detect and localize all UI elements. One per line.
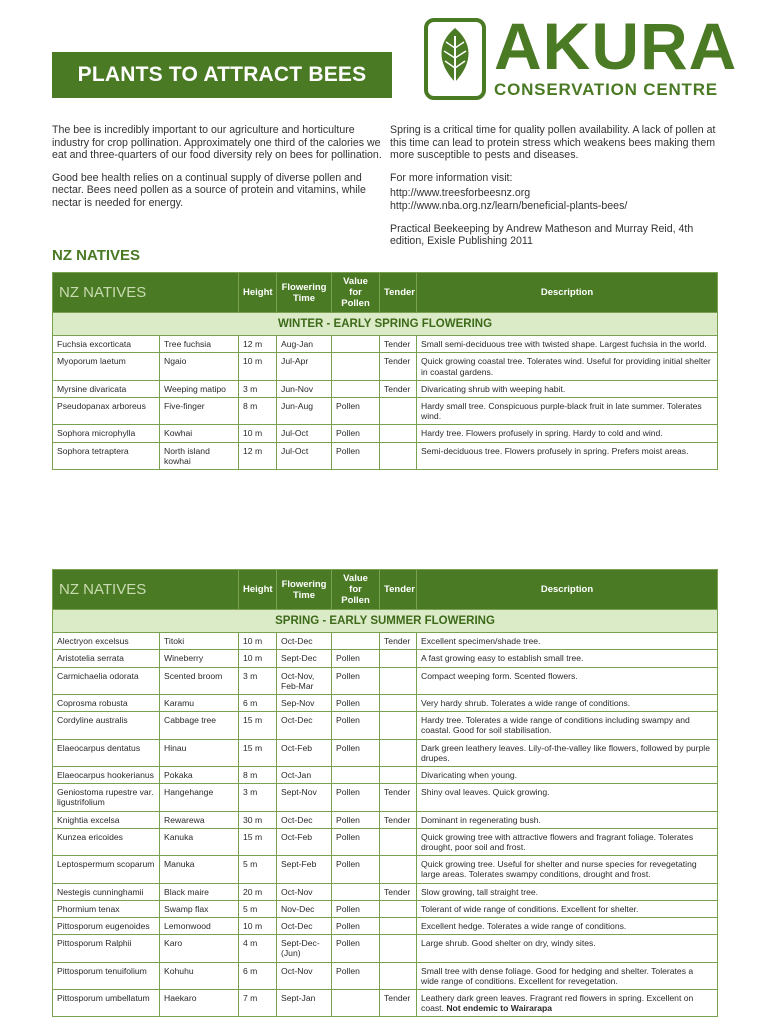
cell-common-name: Five-finger (160, 398, 239, 425)
cell-common-name: Manuka (160, 856, 239, 883)
cell-latin-name: Elaeocarpus hookerianus (53, 767, 160, 784)
cell-pollen: Pollen (332, 856, 380, 883)
table-header (53, 273, 718, 313)
cell-height: 12 m (239, 336, 277, 353)
logo-subtitle: CONSERVATION CENTRE (494, 80, 718, 99)
cell-description (417, 425, 718, 442)
intro-paragraph: Spring is a critical time for quality pollen availability. A lack of pollen at this time can lead to protein stress which weakens bees making them more susceptible to pests and diseases. (390, 124, 716, 162)
cell-description (417, 739, 718, 766)
cell-tender (380, 425, 417, 442)
description-text: Hardy small tree. Conspicuous purple-black fruit in late summer. Tolerates wind. (421, 401, 702, 422)
cell-height: 10 m (239, 918, 277, 935)
table-row (53, 767, 718, 784)
cell-tender (380, 828, 417, 855)
cell-description (417, 398, 718, 425)
cell-pollen (332, 380, 380, 397)
cell-description (417, 442, 718, 469)
cell-latin-name: Pittosporum eugenoides (53, 918, 160, 935)
cell-common-name: Tree fuchsia (160, 336, 239, 353)
cell-latin-name: Pseudopanax arboreus (53, 398, 160, 425)
cell-flowering-time: Jul-Oct (277, 425, 332, 442)
cell-description (417, 828, 718, 855)
cell-height: 5 m (239, 856, 277, 883)
cell-description (417, 811, 718, 828)
cell-height: 3 m (239, 667, 277, 694)
cell-flowering-time: Jun-Aug (277, 398, 332, 425)
description-text: Small semi-deciduous tree with twisted shape. Largest fuchsia in the world. (421, 339, 707, 350)
season-row (53, 610, 718, 633)
cell-pollen: Pollen (332, 667, 380, 694)
cell-height: 10 m (239, 650, 277, 667)
cell-tender (380, 739, 417, 766)
cell-pollen: Pollen (332, 712, 380, 739)
cell-flowering-time: Jun-Nov (277, 380, 332, 397)
season-label: WINTER - EARLY SPRING FLOWERING (53, 313, 718, 336)
cell-latin-name: Cordyline australis (53, 712, 160, 739)
season-row (53, 313, 718, 336)
cell-pollen: Pollen (332, 962, 380, 989)
akura-logo (424, 9, 738, 102)
intro-right (390, 124, 720, 258)
cell-flowering-time: Sept-Jan (277, 990, 332, 1017)
cell-tender: Tender (380, 353, 417, 380)
cell-height: 10 m (239, 353, 277, 380)
cell-latin-name: Pittosporum Ralphii (53, 935, 160, 962)
cell-common-name: Swamp flax (160, 900, 239, 917)
cell-common-name: Hangehange (160, 784, 239, 811)
cell-flowering-time: Jul-Apr (277, 353, 332, 380)
cell-description (417, 935, 718, 962)
reference-citation: Practical Beekeeping by Andrew Matheson and Murray Reid, 4th edition, Exisle Publishing 2011 (390, 222, 694, 248)
cell-tender (380, 695, 417, 712)
cell-flowering-time: Oct-Feb (277, 828, 332, 855)
cell-tender (380, 442, 417, 469)
cell-height: 3 m (239, 380, 277, 397)
table-row (53, 695, 718, 712)
cell-latin-name: Phormium tenax (53, 900, 160, 917)
cell-pollen: Pollen (332, 784, 380, 811)
cell-common-name: North island kowhai (160, 442, 239, 469)
cell-pollen (332, 633, 380, 650)
cell-pollen (332, 990, 380, 1017)
table-row (53, 962, 718, 989)
cell-height: 20 m (239, 883, 277, 900)
table-row (53, 935, 718, 962)
cell-tender (380, 767, 417, 784)
cell-common-name: Karamu (160, 695, 239, 712)
cell-description (417, 667, 718, 694)
table-row (53, 712, 718, 739)
col-header-pollen: Value for Pollen (332, 570, 380, 610)
cell-latin-name: Fuchsia excorticata (53, 336, 160, 353)
cell-common-name: Pokaka (160, 767, 239, 784)
cell-pollen: Pollen (332, 398, 380, 425)
col-header-tender: Tender (380, 273, 417, 313)
cell-latin-name: Carmichaelia odorata (53, 667, 160, 694)
cell-tender (380, 650, 417, 667)
cell-latin-name: Sophora microphylla (53, 425, 160, 442)
cell-flowering-time: Oct-Feb (277, 739, 332, 766)
description-text: Semi-deciduous tree. Flowers profusely in spring. Prefers moist areas. (421, 445, 689, 456)
cell-height: 5 m (239, 900, 277, 917)
description-text: Tolerant of wide range of conditions. Excellent for shelter. (421, 903, 639, 914)
cell-common-name: Scented broom (160, 667, 239, 694)
table-row (53, 442, 718, 469)
description-text: Dominant in regenerating bush. (421, 814, 541, 825)
cell-common-name: Kohuhu (160, 962, 239, 989)
description-text: Quick growing coastal tree. Tolerates wind. Useful for providing initial shelter in coastal gardens. (421, 356, 711, 377)
description-text: Shiny oval leaves. Quick growing. (421, 787, 550, 798)
intro-paragraph: Good bee health relies on a continual supply of diverse pollen and nectar. Bees need pollen as a source of protein and vitamins, while nectar is needed for energy. (52, 171, 366, 209)
cell-description (417, 900, 718, 917)
cell-tender (380, 398, 417, 425)
table-row (53, 784, 718, 811)
leaf-icon (424, 18, 486, 100)
description-text: Hardy tree. Flowers profusely in spring. Hardy to cold and wind. (421, 428, 663, 439)
table-row (53, 990, 718, 1017)
table-row (53, 918, 718, 935)
description-text: Excellent specimen/shade tree. (421, 636, 541, 647)
cell-tender: Tender (380, 380, 417, 397)
cell-flowering-time: Sept-Dec- (Jun) (277, 935, 332, 962)
table-row (53, 650, 718, 667)
cell-latin-name: Myoporum laetum (53, 353, 160, 380)
cell-common-name: Lemonwood (160, 918, 239, 935)
cell-pollen (332, 353, 380, 380)
table-row (53, 425, 718, 442)
description-text: Quick growing tree with attractive flowers and fragrant foliage. Tolerates drought, poor soil and frost. (421, 831, 694, 853)
cell-pollen (332, 767, 380, 784)
table-row (53, 667, 718, 694)
cell-latin-name: Pittosporum tenuifolium (53, 962, 160, 989)
col-header-natives: NZ NATIVES (53, 570, 239, 610)
description-text: Leathery dark green leaves. Fragrant red flowers in spring. Excellent on coast. (421, 993, 694, 1014)
col-header-height: Height (239, 273, 277, 313)
cell-flowering-time: Oct-Nov (277, 883, 332, 900)
cell-height: 7 m (239, 990, 277, 1017)
cell-tender (380, 856, 417, 883)
cell-description (417, 353, 718, 380)
table-row (53, 900, 718, 917)
col-header-natives: NZ NATIVES (53, 273, 239, 313)
cell-tender (380, 712, 417, 739)
cell-tender (380, 935, 417, 962)
description-note: Not endemic to Wairarapa (446, 1003, 553, 1014)
cell-description (417, 883, 718, 900)
cell-flowering-time: Oct-Dec (277, 712, 332, 739)
cell-height: 12 m (239, 442, 277, 469)
cell-pollen (332, 336, 380, 353)
cell-description (417, 712, 718, 739)
cell-height: 4 m (239, 935, 277, 962)
cell-latin-name: Pittosporum umbellatum (53, 990, 160, 1017)
table-row (53, 883, 718, 900)
table-row (53, 856, 718, 883)
cell-flowering-time: Oct-Nov, Feb-Mar (277, 667, 332, 694)
cell-common-name: Titoki (160, 633, 239, 650)
cell-flowering-time: Oct-Dec (277, 811, 332, 828)
cell-flowering-time: Oct-Dec (277, 918, 332, 935)
cell-latin-name: Aristotelia serrata (53, 650, 160, 667)
cell-pollen: Pollen (332, 918, 380, 935)
cell-pollen: Pollen (332, 811, 380, 828)
plants-table-spring (52, 569, 718, 1017)
link-nba[interactable]: http://www.nba.org.nz/learn/beneficial-plants-bees/ (390, 199, 628, 212)
col-header-description: Description (417, 570, 718, 610)
cell-latin-name: Coprosma robusta (53, 695, 160, 712)
page-title: PLANTS TO ATTRACT BEES (52, 52, 392, 98)
plants-table-winter (52, 272, 718, 470)
description-text: Quick growing tree. Useful for shelter and nurse species for revegetating large areas. Tolerates swampy conditions, drought and frost. (421, 859, 697, 880)
cell-latin-name: Geniostoma rupestre var. ligustrifolium (53, 784, 160, 811)
description-text: Small tree with dense foliage. Good for hedging and shelter. Tolerates a wide range of conditions. Excellent for revegetation. (421, 965, 694, 986)
cell-latin-name: Sophora tetraptera (53, 442, 160, 469)
table-row (53, 353, 718, 380)
cell-description (417, 990, 718, 1017)
cell-flowering-time: Sept-Nov (277, 784, 332, 811)
cell-height: 15 m (239, 739, 277, 766)
cell-height: 8 m (239, 398, 277, 425)
cell-tender: Tender (380, 633, 417, 650)
intro-left (52, 124, 382, 220)
cell-description (417, 767, 718, 784)
cell-height: 10 m (239, 633, 277, 650)
cell-pollen: Pollen (332, 442, 380, 469)
col-header-flowering: Flowering Time (277, 273, 332, 313)
cell-flowering-time: Sept-Dec (277, 650, 332, 667)
section-heading: NZ NATIVES (52, 247, 141, 264)
cell-latin-name: Leptospermum scoparum (53, 856, 160, 883)
cell-common-name: Kanuka (160, 828, 239, 855)
cell-common-name: Karo (160, 935, 239, 962)
cell-height: 10 m (239, 425, 277, 442)
cell-tender: Tender (380, 336, 417, 353)
cell-tender (380, 962, 417, 989)
col-header-height: Height (239, 570, 277, 610)
cell-common-name: Weeping matipo (160, 380, 239, 397)
cell-description (417, 918, 718, 935)
logo-name: AKURA (494, 9, 738, 83)
cell-common-name: Wineberry (160, 650, 239, 667)
cell-tender: Tender (380, 784, 417, 811)
cell-latin-name: Alectryon excelsus (53, 633, 160, 650)
cell-common-name: Ngaio (160, 353, 239, 380)
col-header-flowering: Flowering Time (277, 570, 332, 610)
cell-description (417, 633, 718, 650)
cell-tender (380, 667, 417, 694)
cell-latin-name: Kunzea ericoides (53, 828, 160, 855)
cell-pollen: Pollen (332, 935, 380, 962)
intro-paragraph: For more information visit: (390, 171, 513, 184)
table-row (53, 336, 718, 353)
description-text: Dark green leathery leaves. Lily-of-the-valley like flowers, followed by purple drupes. (421, 742, 710, 763)
cell-latin-name: Myrsine divaricata (53, 380, 160, 397)
cell-description (417, 695, 718, 712)
cell-common-name: Hinau (160, 739, 239, 766)
cell-common-name: Black maire (160, 883, 239, 900)
cell-pollen: Pollen (332, 900, 380, 917)
table-row (53, 633, 718, 650)
intro-paragraph: The bee is incredibly important to our agriculture and horticulture industry for crop pollination. Approximately one third of the calories we eat and three-quarters of our food diversity rely on bees for pollination. (52, 124, 382, 162)
cell-common-name: Haekaro (160, 990, 239, 1017)
cell-height: 6 m (239, 695, 277, 712)
cell-description (417, 856, 718, 883)
cell-height: 8 m (239, 767, 277, 784)
cell-height: 30 m (239, 811, 277, 828)
table-row (53, 811, 718, 828)
cell-description (417, 650, 718, 667)
cell-common-name: Kowhai (160, 425, 239, 442)
cell-tender (380, 900, 417, 917)
cell-flowering-time: Sept-Feb (277, 856, 332, 883)
cell-flowering-time: Oct-Dec (277, 633, 332, 650)
cell-tender: Tender (380, 990, 417, 1017)
col-header-pollen: Value for Pollen (332, 273, 380, 313)
cell-latin-name: Knightia excelsa (53, 811, 160, 828)
description-text: Slow growing, tall straight tree. (421, 886, 539, 897)
table-row (53, 398, 718, 425)
cell-tender (380, 918, 417, 935)
cell-latin-name: Elaeocarpus dentatus (53, 739, 160, 766)
cell-tender: Tender (380, 883, 417, 900)
cell-flowering-time: Oct-Nov (277, 962, 332, 989)
cell-latin-name: Nestegis cunninghamii (53, 883, 160, 900)
description-text: Very hardy shrub. Tolerates a wide range of conditions. (421, 698, 631, 709)
cell-height: 3 m (239, 784, 277, 811)
cell-flowering-time: Jul-Oct (277, 442, 332, 469)
cell-description (417, 380, 718, 397)
cell-description (417, 962, 718, 989)
col-header-description: Description (417, 273, 718, 313)
description-text: Divaricating shrub with weeping habit. (421, 383, 566, 394)
description-text: A fast growing easy to establish small tree. (421, 653, 584, 664)
cell-tender: Tender (380, 811, 417, 828)
cell-flowering-time: Oct-Jan (277, 767, 332, 784)
cell-height: 15 m (239, 712, 277, 739)
cell-common-name: Rewarewa (160, 811, 239, 828)
description-text: Large shrub. Good shelter on dry, windy sites. (421, 938, 596, 949)
cell-pollen: Pollen (332, 739, 380, 766)
cell-pollen: Pollen (332, 695, 380, 712)
description-text: Hardy tree. Tolerates a wide range of conditions including swampy and coastal. Good for soil stabilisation. (421, 715, 690, 736)
cell-flowering-time: Sep-Nov (277, 695, 332, 712)
cell-pollen: Pollen (332, 828, 380, 855)
cell-common-name: Cabbage tree (160, 712, 239, 739)
col-header-tender: Tender (380, 570, 417, 610)
cell-pollen: Pollen (332, 650, 380, 667)
table-row (53, 380, 718, 397)
season-label: SPRING - EARLY SUMMER FLOWERING (53, 610, 718, 633)
cell-description (417, 784, 718, 811)
description-text: Compact weeping form. Scented flowers. (421, 670, 578, 681)
description-text: Excellent hedge. Tolerates a wide range of conditions. (421, 921, 627, 932)
description-text: Divaricating when young. (421, 770, 518, 781)
table-header (53, 570, 718, 610)
table-row (53, 828, 718, 855)
cell-flowering-time: Nov-Dec (277, 900, 332, 917)
cell-flowering-time: Aug-Jan (277, 336, 332, 353)
table-row (53, 739, 718, 766)
cell-description (417, 336, 718, 353)
cell-pollen: Pollen (332, 425, 380, 442)
cell-height: 15 m (239, 828, 277, 855)
cell-pollen (332, 883, 380, 900)
cell-height: 6 m (239, 962, 277, 989)
link-treesforbees[interactable]: http://www.treesforbeesnz.org (390, 187, 531, 200)
